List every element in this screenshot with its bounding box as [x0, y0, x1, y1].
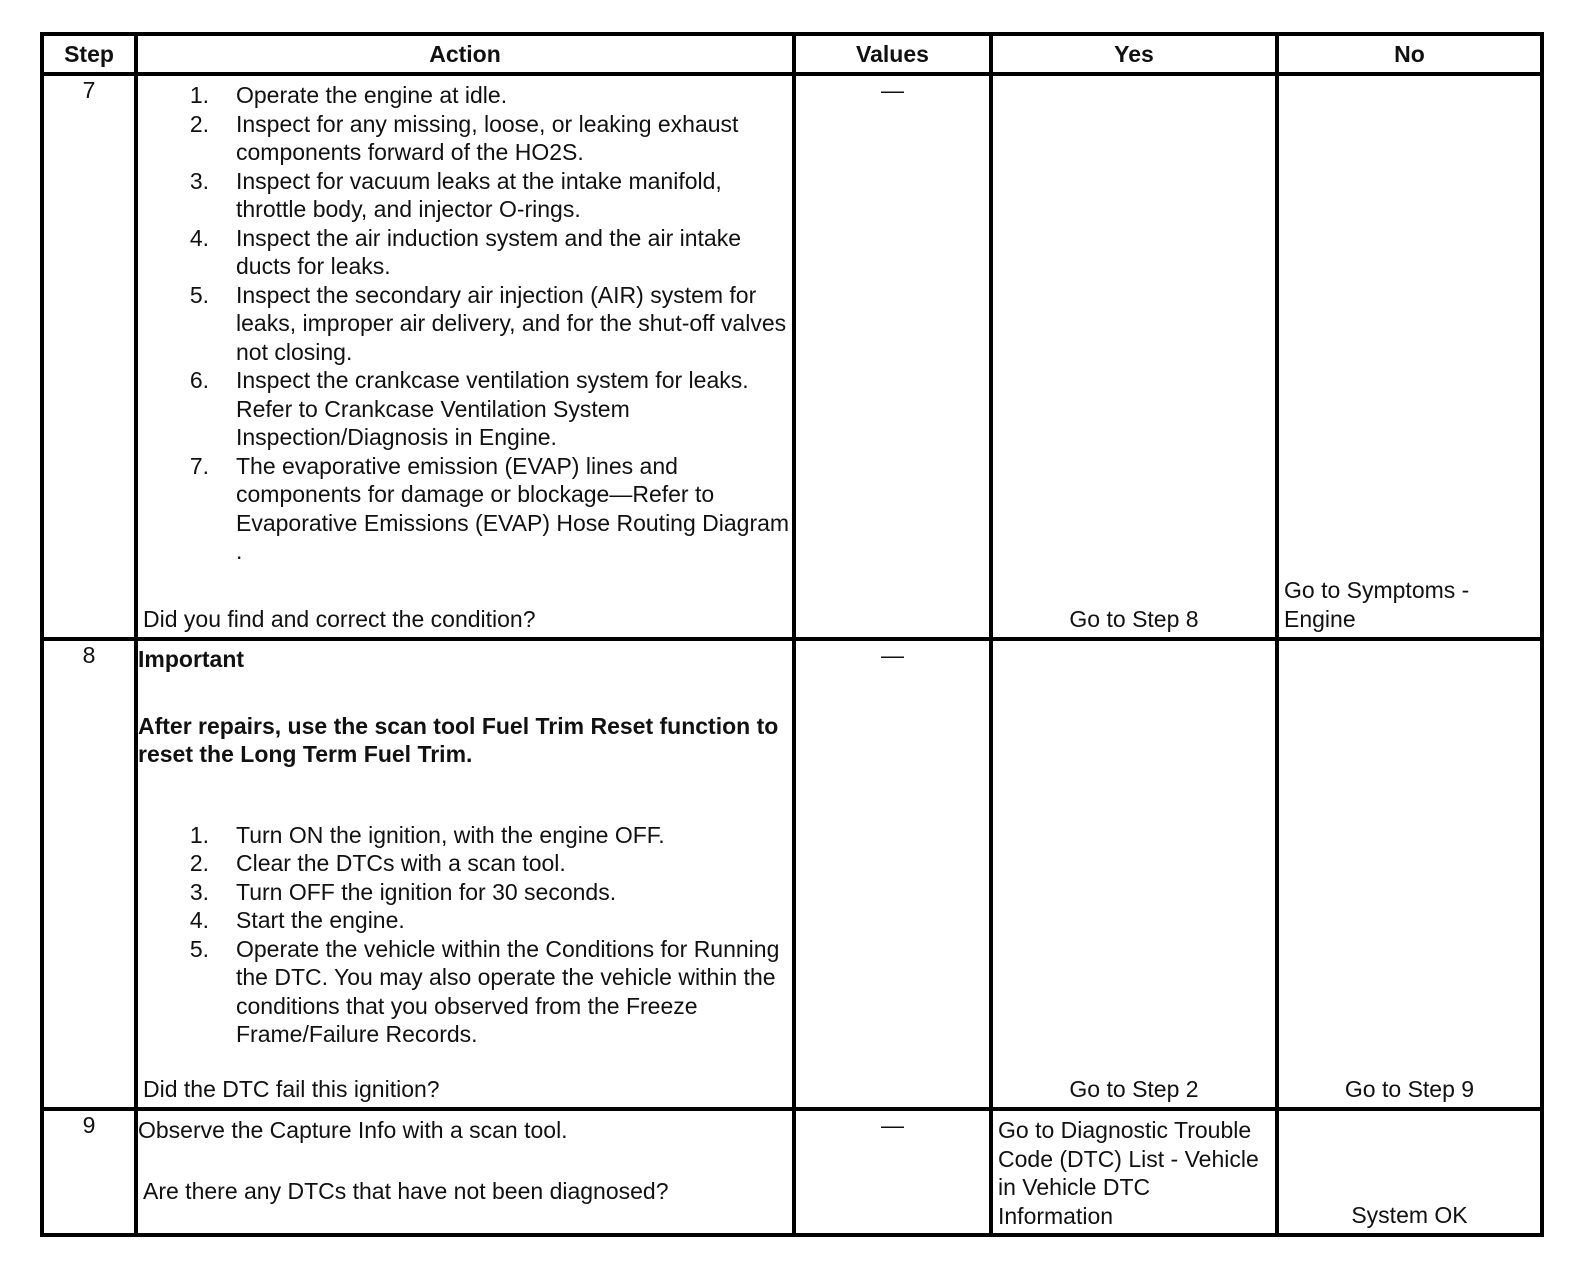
- item-number: 4.: [189, 224, 209, 251]
- step-number: 9: [42, 1109, 136, 1235]
- procedure-list: [138, 81, 792, 566]
- item-number: 7.: [189, 452, 209, 479]
- step-number: 8: [42, 639, 136, 1109]
- item-number: 1.: [189, 821, 209, 848]
- yes-link[interactable]: Go to Diagnostic Trouble Code (DTC) List - Vehicle in Vehicle DTC Information: [998, 1117, 1259, 1229]
- item-text: Inspect the secondary air injection (AIR) system for leaks, improper air delivery, and for the shut-off valves not closing.: [236, 281, 787, 365]
- list-item: [138, 849, 792, 878]
- yes-link[interactable]: Go to Step 8: [1069, 605, 1199, 632]
- action-cell: [136, 639, 794, 1109]
- header-step: Step: [42, 34, 136, 74]
- table-row: [42, 639, 1542, 1109]
- table-row: [42, 74, 1542, 639]
- list-item: [138, 224, 792, 281]
- list-item: [138, 366, 792, 452]
- list-item: [138, 81, 792, 110]
- item-text: Operate the engine at idle.: [236, 82, 508, 108]
- item-text: Inspect for vacuum leaks at the intake manifold, throttle body, and injector O-rings.: [236, 167, 722, 222]
- item-text: Turn OFF the ignition for 30 seconds.: [236, 878, 617, 905]
- yes-cell: [991, 639, 1277, 1109]
- item-text: Inspect for any missing, loose, or leaking exhaust components forward of the HO2S.: [236, 110, 739, 165]
- values-cell: —: [794, 639, 991, 1109]
- diagnostic-table: [40, 32, 1544, 1237]
- item-number: 2.: [189, 110, 209, 137]
- item-text: Inspect the air induction system and the air intake ducts for leaks.: [236, 224, 742, 279]
- item-text: Operate the vehicle within the Conditions for Running the DTC. You may also operate the vehicle within the conditions that you observed from the Freeze Frame/Failure Records.: [236, 935, 780, 1047]
- item-number: 3.: [189, 167, 209, 194]
- yes-cell: [991, 1109, 1277, 1235]
- item-text: Clear the DTCs with a scan tool.: [236, 850, 566, 876]
- header-no: No: [1277, 34, 1542, 74]
- item-number: 1.: [189, 82, 209, 108]
- no-cell: [1277, 639, 1542, 1109]
- list-item: [138, 167, 792, 224]
- important-heading: Important: [138, 646, 245, 672]
- no-link[interactable]: Go to Symptoms - Engine: [1284, 577, 1470, 632]
- yes-cell: [991, 74, 1277, 639]
- item-number: 4.: [189, 907, 209, 933]
- action-cell: [136, 1109, 794, 1235]
- no-cell: [1277, 74, 1542, 639]
- item-text: The evaporative emission (EVAP) lines and components for damage or blockage—Refer to Evaporative Emissions (EVAP) Hose Routing Diagram .: [236, 452, 790, 564]
- question-text: Are there any DTCs that have not been diagnosed?: [143, 1177, 669, 1204]
- item-number: 5.: [189, 281, 209, 308]
- list-item: [138, 878, 792, 907]
- important-note: After repairs, use the scan tool Fuel Trim Reset function to reset the Long Term Fuel Trim.: [138, 712, 779, 767]
- item-text: Turn ON the ignition, with the engine OFF.: [236, 821, 665, 848]
- item-text: Start the engine.: [236, 907, 405, 933]
- item-number: 6.: [189, 367, 209, 393]
- list-item: [138, 110, 792, 167]
- list-item: [138, 906, 792, 935]
- step-number: 7: [42, 74, 136, 639]
- values-cell: —: [794, 74, 991, 639]
- header-row: [42, 34, 1542, 74]
- no-link[interactable]: Go to Step 9: [1344, 1075, 1475, 1102]
- list-item: [138, 935, 792, 1049]
- no-link[interactable]: System OK: [1351, 1201, 1468, 1228]
- header-action: Action: [136, 34, 794, 74]
- no-cell: [1277, 1109, 1542, 1235]
- item-number: 2.: [189, 850, 209, 876]
- procedure-list: [138, 821, 792, 1049]
- values-cell: —: [794, 1109, 991, 1235]
- item-number: 5.: [189, 935, 209, 962]
- header-values: Values: [794, 34, 991, 74]
- item-number: 3.: [189, 878, 209, 905]
- instruction-text: Observe the Capture Info with a scan tool.: [138, 1117, 568, 1143]
- yes-link[interactable]: Go to Step 2: [1069, 1075, 1199, 1102]
- question-text: Did you find and correct the condition?: [143, 605, 536, 632]
- item-text: Inspect the crankcase ventilation system for leaks. Refer to Crankcase Ventilation System Inspection/Diagnosis in Engine.: [236, 367, 749, 450]
- header-yes: Yes: [991, 34, 1277, 74]
- question-text: Did the DTC fail this ignition?: [143, 1075, 440, 1102]
- list-item: [138, 452, 792, 566]
- action-cell: [136, 74, 794, 639]
- list-item: [138, 281, 792, 367]
- list-item: [138, 821, 792, 850]
- table-row: [42, 1109, 1542, 1235]
